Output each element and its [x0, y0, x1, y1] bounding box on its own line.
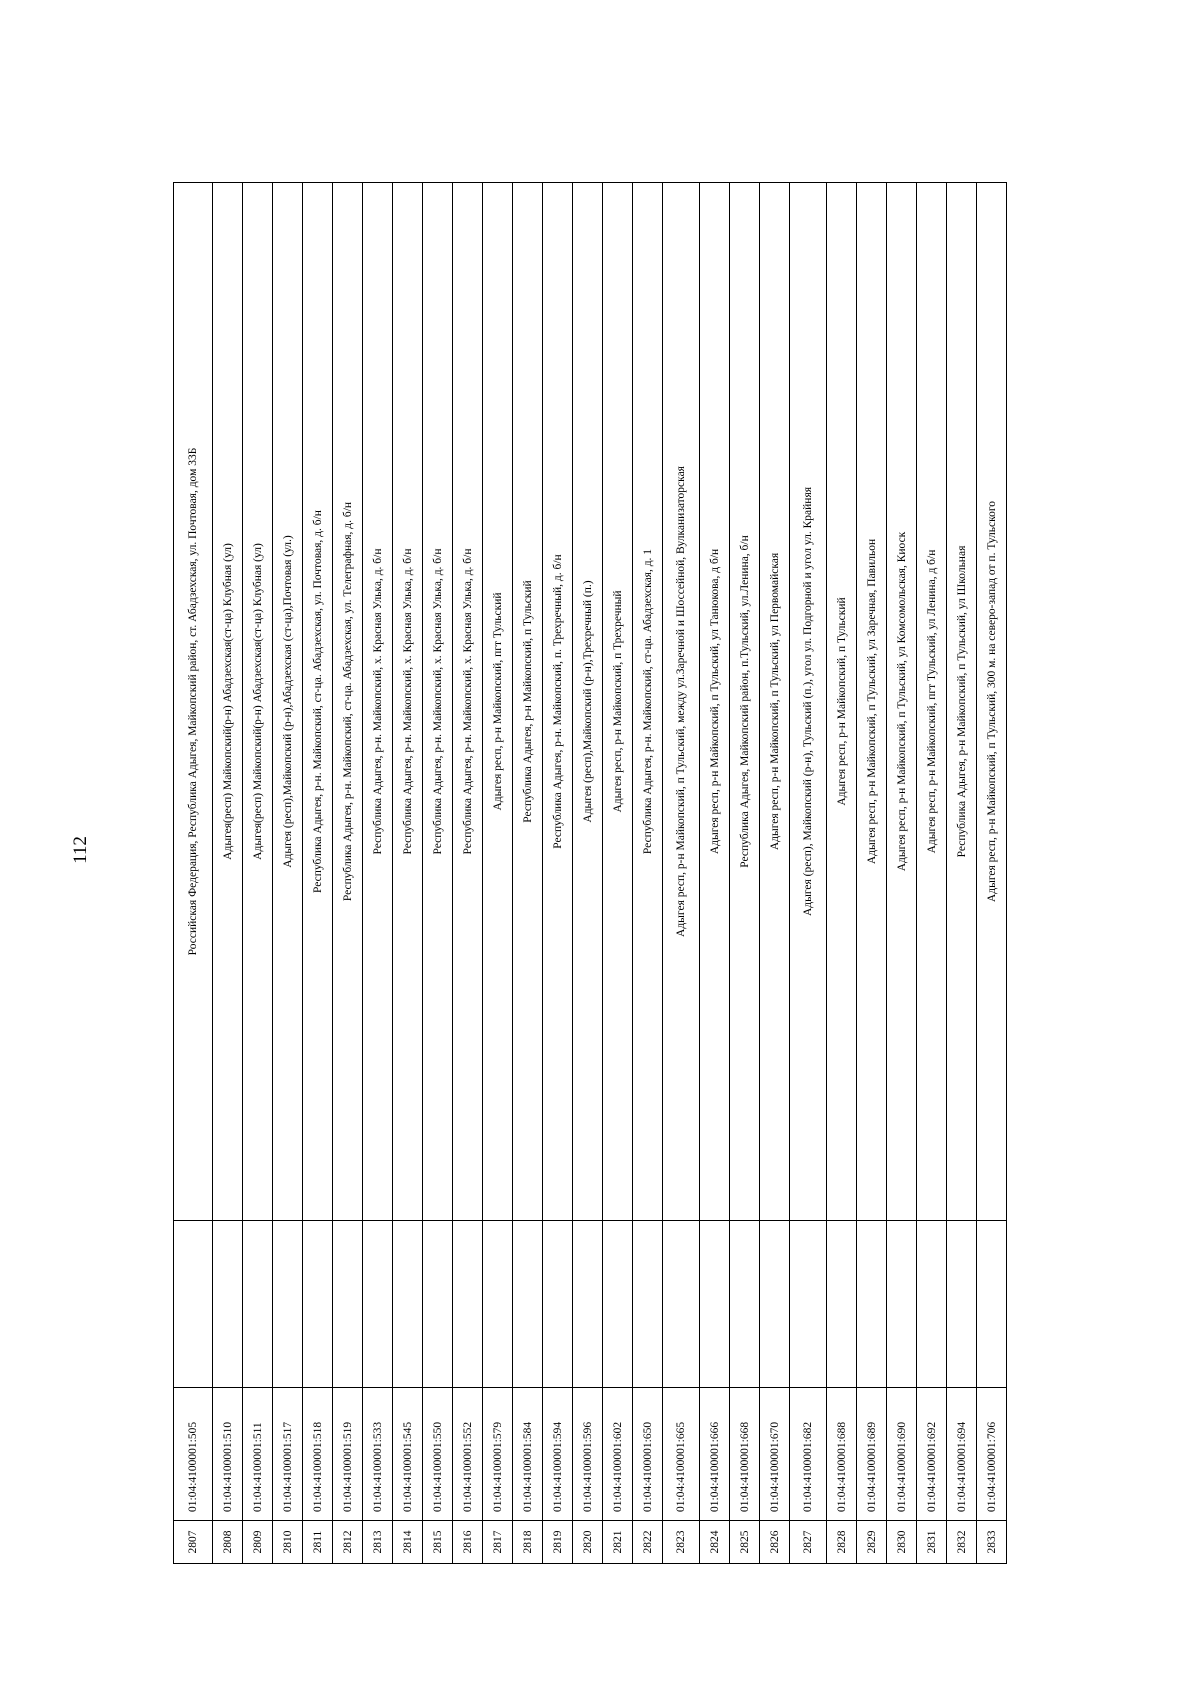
registry-table: [173, 182, 1007, 1564]
empty-cell: [663, 1221, 700, 1388]
table-row: [857, 183, 887, 1564]
page-number: 112: [70, 836, 91, 864]
table-row: [543, 183, 573, 1564]
row-number-cell: 2828: [827, 1521, 857, 1564]
table-row: [423, 183, 453, 1564]
table-row: [303, 183, 333, 1564]
empty-cell: [573, 1221, 603, 1388]
cadastral-number-cell: 01:04:4100001:688: [827, 1388, 857, 1521]
table-row: [917, 183, 947, 1564]
row-number-cell: 2818: [513, 1521, 543, 1564]
table-row: [730, 183, 760, 1564]
cadastral-number-cell: 01:04:4100001:533: [363, 1388, 393, 1521]
empty-cell: [977, 1221, 1007, 1388]
table-row: [453, 183, 483, 1564]
row-number-cell: 2807: [174, 1521, 213, 1564]
row-number-cell: 2812: [333, 1521, 363, 1564]
empty-cell: [513, 1221, 543, 1388]
address-cell: Республика Адыгея, р-н. Майкопский, ст-ца. Абадзехская, ул. Телеграфная, д. б/н: [333, 183, 363, 1221]
cadastral-number-cell: 01:04:4100001:518: [303, 1388, 333, 1521]
address-cell: Адыгея респ, р-н Майкопский, п Тульский, ул Первомайская: [760, 183, 790, 1221]
address-cell: Адыгея респ, р-н Майкопский, п Тульский, ул Заречная, Павильон: [857, 183, 887, 1221]
empty-cell: [243, 1221, 273, 1388]
empty-cell: [700, 1221, 730, 1388]
row-number-cell: 2814: [393, 1521, 423, 1564]
row-number-cell: 2826: [760, 1521, 790, 1564]
cadastral-number-cell: 01:04:4100001:706: [977, 1388, 1007, 1521]
table-row: [700, 183, 730, 1564]
cadastral-number-cell: 01:04:4100001:670: [760, 1388, 790, 1521]
row-number-cell: 2822: [633, 1521, 663, 1564]
table-row: [663, 183, 700, 1564]
row-number-cell: 2833: [977, 1521, 1007, 1564]
address-cell: Республика Адыгея, р-н. Майкопский, х. Красная Улька, д. б/н: [423, 183, 453, 1221]
empty-cell: [887, 1221, 917, 1388]
cadastral-number-cell: 01:04:4100001:596: [573, 1388, 603, 1521]
address-cell: Адыгея респ, р-н Майкопский, п Трехречный: [603, 183, 633, 1221]
registry-table-rotated: [173, 182, 1080, 1564]
cadastral-number-cell: 01:04:4100001:694: [947, 1388, 977, 1521]
empty-cell: [213, 1221, 243, 1388]
row-number-cell: 2815: [423, 1521, 453, 1564]
address-cell: Российская Федерация, Республика Адыгея, Майкопский район, ст. Абадзехская, ул. Почтовая, дом 33Б: [174, 183, 213, 1221]
empty-cell: [393, 1221, 423, 1388]
table-row: [760, 183, 790, 1564]
table-row: [573, 183, 603, 1564]
cadastral-number-cell: 01:04:4100001:650: [633, 1388, 663, 1521]
address-cell: Республика Адыгея, р-н. Майкопский, ст-ца. Абадзехская, ул. Почтовая, д. б/н: [303, 183, 333, 1221]
table-row: [174, 183, 213, 1564]
row-number-cell: 2808: [213, 1521, 243, 1564]
cadastral-number-cell: 01:04:4100001:602: [603, 1388, 633, 1521]
address-cell: Адыгея респ, р-н Майкопский, пгт Тульский: [483, 183, 513, 1221]
table-row: [827, 183, 857, 1564]
empty-cell: [273, 1221, 303, 1388]
row-number-cell: 2829: [857, 1521, 887, 1564]
table-row: [633, 183, 663, 1564]
empty-cell: [303, 1221, 333, 1388]
row-number-cell: 2827: [790, 1521, 827, 1564]
empty-cell: [543, 1221, 573, 1388]
address-cell: Адыгея респ, р-н Майкопский, п Тульский, ул Комсомольская, Киоск: [887, 183, 917, 1221]
address-cell: Адыгея респ, р-н Майкопский, п Тульский: [827, 183, 857, 1221]
cadastral-number-cell: 01:04:4100001:505: [174, 1388, 213, 1521]
table-row: [947, 183, 977, 1564]
address-cell: Республика Адыгея, р-н Майкопский, п Тульский, ул Школьная: [947, 183, 977, 1221]
empty-cell: [453, 1221, 483, 1388]
row-number-cell: 2831: [917, 1521, 947, 1564]
address-cell: Адыгея (респ), Майкопский (р-н), Тульский (п.), угол ул. Подгорной и угол ул. Крайняя: [790, 183, 827, 1221]
table-row: [393, 183, 423, 1564]
registry-table-frame: [173, 182, 1080, 1564]
cadastral-number-cell: 01:04:4100001:545: [393, 1388, 423, 1521]
cadastral-number-cell: 01:04:4100001:584: [513, 1388, 543, 1521]
table-row: [273, 183, 303, 1564]
cadastral-number-cell: 01:04:4100001:552: [453, 1388, 483, 1521]
table-row: [977, 183, 1007, 1564]
cadastral-number-cell: 01:04:4100001:665: [663, 1388, 700, 1521]
row-number-cell: 2825: [730, 1521, 760, 1564]
empty-cell: [917, 1221, 947, 1388]
empty-cell: [603, 1221, 633, 1388]
row-number-cell: 2819: [543, 1521, 573, 1564]
cadastral-number-cell: 01:04:4100001:550: [423, 1388, 453, 1521]
cadastral-number-cell: 01:04:4100001:517: [273, 1388, 303, 1521]
address-cell: Республика Адыгея, Майкопский район, п.Тульский, ул.Ленина, б/н: [730, 183, 760, 1221]
address-cell: Адыгея респ, р-н Майкопский, п Тульский, ул Танюкова, д б/н: [700, 183, 730, 1221]
cadastral-number-cell: 01:04:4100001:690: [887, 1388, 917, 1521]
row-number-cell: 2820: [573, 1521, 603, 1564]
empty-cell: [730, 1221, 760, 1388]
empty-cell: [633, 1221, 663, 1388]
cadastral-number-cell: 01:04:4100001:666: [700, 1388, 730, 1521]
table-row: [887, 183, 917, 1564]
table-row: [483, 183, 513, 1564]
row-number-cell: 2821: [603, 1521, 633, 1564]
cadastral-number-cell: 01:04:4100001:594: [543, 1388, 573, 1521]
table-row: [333, 183, 363, 1564]
empty-cell: [947, 1221, 977, 1388]
address-cell: Адыгея респ, р-н Майкопский, пгт Тульский, ул Ленина, д б/н: [917, 183, 947, 1221]
row-number-cell: 2830: [887, 1521, 917, 1564]
table-row: [513, 183, 543, 1564]
address-cell: Республика Адыгея, р-н. Майкопский, х. Красная Улька, д. б/н: [453, 183, 483, 1221]
row-number-cell: 2823: [663, 1521, 700, 1564]
cadastral-number-cell: 01:04:4100001:689: [857, 1388, 887, 1521]
empty-cell: [857, 1221, 887, 1388]
row-number-cell: 2810: [273, 1521, 303, 1564]
row-number-cell: 2811: [303, 1521, 333, 1564]
address-cell: Адыгея(респ) Майкопский(р-н) Абадзехская(ст-ца) Клубная (ул): [243, 183, 273, 1221]
address-cell: Адыгея(респ) Майкопский(р-н) Абадзехская(ст-ца) Клубная (ул): [213, 183, 243, 1221]
cadastral-number-cell: 01:04:4100001:682: [790, 1388, 827, 1521]
row-number-cell: 2832: [947, 1521, 977, 1564]
empty-cell: [174, 1221, 213, 1388]
row-number-cell: 2816: [453, 1521, 483, 1564]
empty-cell: [790, 1221, 827, 1388]
cadastral-number-cell: 01:04:4100001:511: [243, 1388, 273, 1521]
address-cell: Республика Адыгея, р-н. Майкопский, х. Красная Улька, д. б/н: [363, 183, 393, 1221]
table-row: [213, 183, 243, 1564]
cadastral-number-cell: 01:04:4100001:692: [917, 1388, 947, 1521]
address-cell: Республика Адыгея, р-н. Майкопский, п. Трехречный, д. б/н: [543, 183, 573, 1221]
row-number-cell: 2824: [700, 1521, 730, 1564]
cadastral-number-cell: 01:04:4100001:579: [483, 1388, 513, 1521]
address-cell: Республика Адыгея, р-н. Майкопский, ст-ца. Абадзехская, д. 1: [633, 183, 663, 1221]
cadastral-number-cell: 01:04:4100001:519: [333, 1388, 363, 1521]
table-row: [363, 183, 393, 1564]
empty-cell: [827, 1221, 857, 1388]
address-cell: Адыгея (респ),Майкопский (р-н),Трехречный (п.): [573, 183, 603, 1221]
address-cell: Адыгея респ, р-н Майкопский, п Тульский, 300 м. на северо-запад от п. Тульского: [977, 183, 1007, 1221]
table-row: [243, 183, 273, 1564]
row-number-cell: 2817: [483, 1521, 513, 1564]
empty-cell: [333, 1221, 363, 1388]
address-cell: Республика Адыгея, р-н. Майкопский, х. Красная Улька, д. б/н: [393, 183, 423, 1221]
table-row: [603, 183, 633, 1564]
address-cell: Адыгея респ, р-н Майкопский, п Тульский, между ул.Заречной и Шоссейной, Вулканизаторская: [663, 183, 700, 1221]
row-number-cell: 2809: [243, 1521, 273, 1564]
address-cell: Республика Адыгея, р-н Майкопский, п Тульский: [513, 183, 543, 1221]
address-cell: Адыгея (респ),Майкопский (р-н),Абадзехская (ст-ца),Почтовая (ул.): [273, 183, 303, 1221]
registry-table-body: [174, 183, 1007, 1564]
empty-cell: [423, 1221, 453, 1388]
empty-cell: [483, 1221, 513, 1388]
table-row: [790, 183, 827, 1564]
cadastral-number-cell: 01:04:4100001:668: [730, 1388, 760, 1521]
cadastral-number-cell: 01:04:4100001:510: [213, 1388, 243, 1521]
empty-cell: [363, 1221, 393, 1388]
empty-cell: [760, 1221, 790, 1388]
row-number-cell: 2813: [363, 1521, 393, 1564]
